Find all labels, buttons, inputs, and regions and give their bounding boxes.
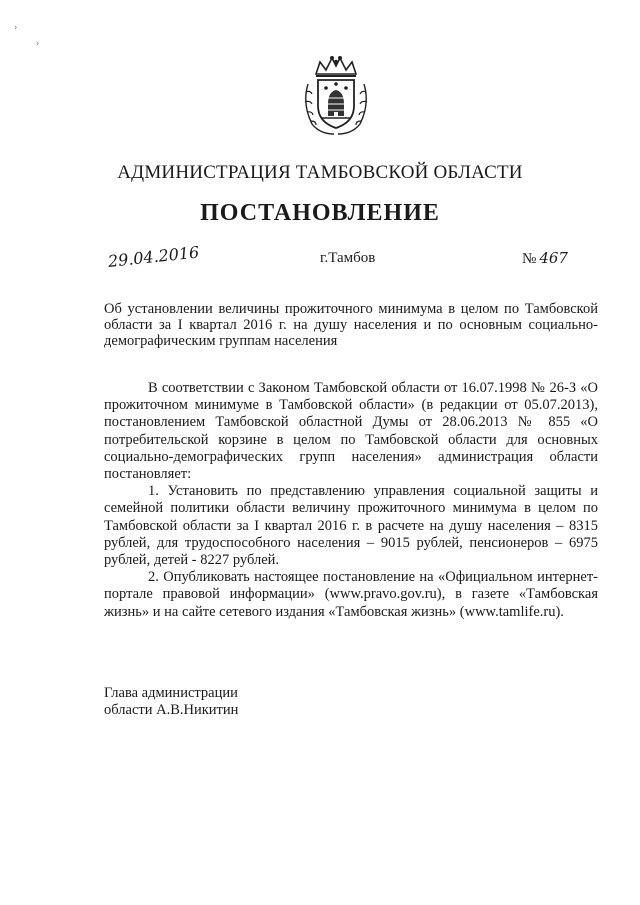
signature-line-1: Глава администрации xyxy=(104,685,238,701)
scan-mark: › xyxy=(14,22,18,33)
handwritten-number: 467 xyxy=(539,249,568,267)
city-label: г.Тамбов xyxy=(320,250,376,266)
document-number xyxy=(522,249,568,268)
preamble-paragraph: В соответствии с Законом Тамбовской области от 16.07.1998 № 26-З «О прожиточном минимуме в Тамбовской области» (в редакции от 05.07.2013), постановлением Тамбовской областной Думы от 28.06.2013 № 855 «О потребительской корзине в целом по Тамбовской области для основных социально-демографических групп населения» администрация области постановляет: xyxy=(104,380,598,483)
document-body xyxy=(104,380,598,621)
decree-item-1: 1. Установить по представлению управления социальной защиты и семейной политики области величину прожиточного минимума в целом по Тамбовской области за I квартал 2016 г. в расчете на душу населения – 8315 рублей, для трудоспособного населения – 9015 рублей, пенсионеров – 6975 рублей, детей - 8227 рублей. xyxy=(104,483,598,569)
signature-line-2: области А.В.Никитин xyxy=(104,702,239,718)
decree-item-2: 2. Опубликовать настоящее постановление на «Официальном интернет-портале правовой информации» (www.pravo.gov.ru), в газете «Тамбовская жизнь» и на сайте сетевого издания «Тамбовская жизнь» (www.tamlife.ru). xyxy=(104,569,598,620)
number-label: № xyxy=(522,251,537,267)
handwritten-date: 29.04.2016 xyxy=(107,242,201,271)
signature-block xyxy=(104,685,238,719)
document-subject: Об установлении величины прожиточного минимума в целом по Тамбовской области за I квартал 2016 г. на душу населения и по основным социально-демографическим группам населения xyxy=(104,301,598,349)
tambov-coat-of-arms-icon xyxy=(300,54,372,138)
document-type-title: ПОСТАНОВЛЕНИЕ xyxy=(200,200,440,226)
organization-title: АДМИНИСТРАЦИЯ ТАМБОВСКОЙ ОБЛАСТИ xyxy=(117,162,523,183)
scan-mark: › xyxy=(36,38,40,49)
